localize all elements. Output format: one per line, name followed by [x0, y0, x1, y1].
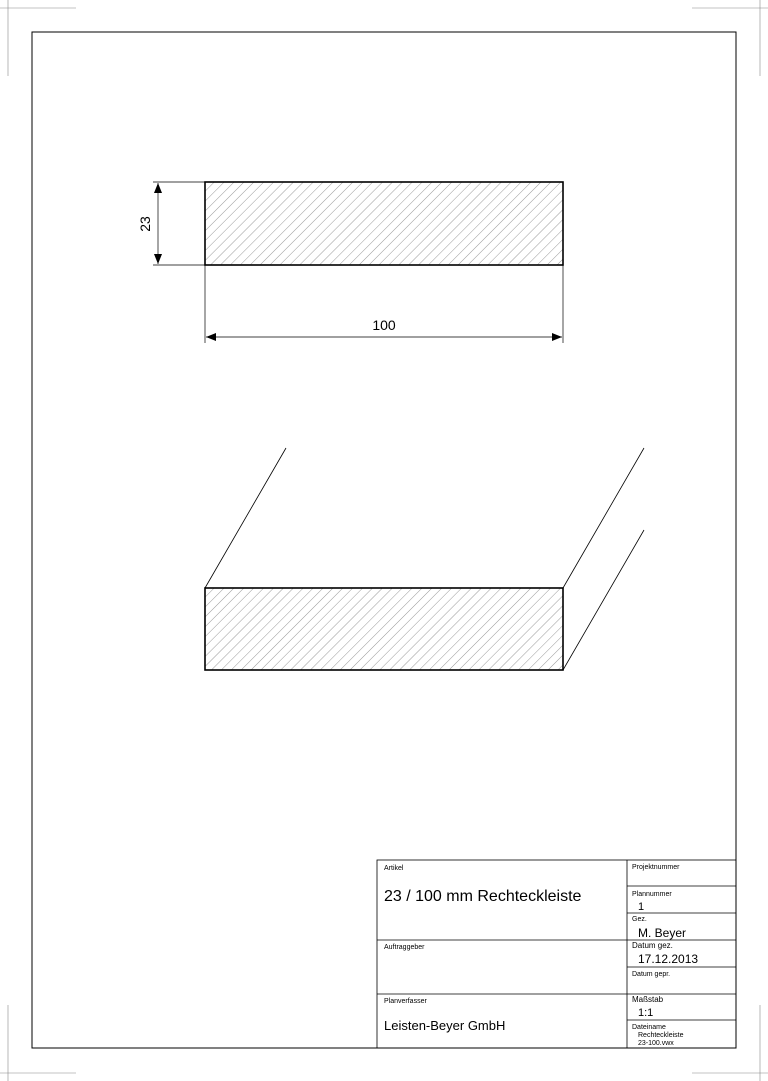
datum-gepr-label: Datum gepr. — [632, 971, 671, 978]
planverfasser-value: Leisten-Beyer GmbH — [384, 1018, 506, 1033]
projektnummer-label: Projektnummer — [632, 864, 680, 871]
height-dimension — [153, 182, 205, 265]
plannummer-label: Plannummer — [632, 891, 672, 898]
massstab-value: 1:1 — [638, 1007, 654, 1019]
perspective-view — [205, 448, 644, 670]
planverfasser-label: Planverfasser — [384, 998, 427, 1005]
datum-gez-label: Datum gez. — [632, 941, 673, 950]
gez-label: Gez. — [632, 916, 647, 923]
dateiname-value-line-2: 23-100.vwx — [638, 1040, 674, 1047]
datum-gez-value: 17.12.2013 — [638, 952, 699, 966]
auftraggeber-label: Auftraggeber — [384, 944, 425, 951]
dimension-width-label: 100 — [372, 317, 396, 333]
dateiname-value-line-1: Rechteckleiste — [638, 1032, 684, 1039]
plannummer-value: 1 — [638, 901, 645, 913]
cross-section-front-view — [205, 182, 563, 265]
massstab-label: Maßstab — [632, 995, 664, 1004]
dateiname-label: Dateiname — [632, 1024, 666, 1031]
artikel-value: 23 / 100 mm Rechteckleiste — [384, 888, 582, 905]
cross-section-perspective-front-face — [205, 588, 563, 670]
artikel-label: Artikel — [384, 865, 404, 872]
gez-value: M. Beyer — [638, 926, 687, 940]
dimension-height-label: 23 — [137, 216, 153, 232]
